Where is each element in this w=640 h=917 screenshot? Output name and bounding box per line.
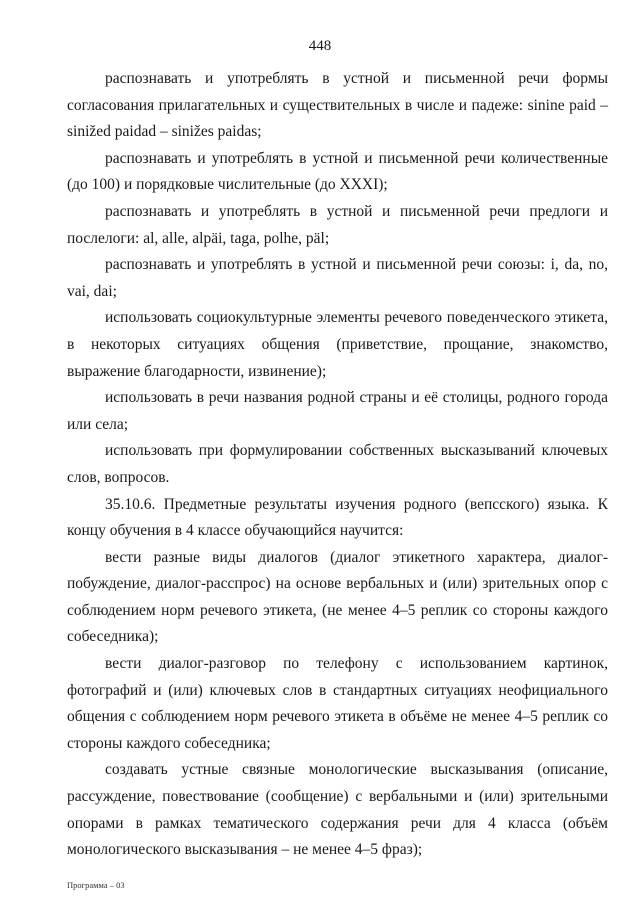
paragraph: распознавать и употреблять в устной и письменной речи формы согласования прилагательных и существительных в числе и падеже: sinine paid – sinižed paidad – sinižes paidas; (67, 70, 608, 141)
paragraph: вести разные виды диалогов (диалог этикетного характера, диалог-побуждение, диалог-расспрос) на основе вербальных и (или) зрительных опор с соблюдением норм речевого этикета, (не менее 4–5 реплик со стороны каждого собеседника); (67, 548, 608, 646)
paragraph: использовать социокультурные элементы речевого поведенческого этикета, в некоторых ситуациях общения (приветствие, прощание, знакомство, выражение благодарности, извинение); (67, 309, 608, 380)
paragraph: использовать в речи названия родной страны и её столицы, родного города или села; (67, 389, 608, 433)
paragraph: распознавать и употреблять в устной и письменной речи союзы: i, da, no, vai, dai; (67, 256, 608, 300)
footer-label: Программа – 03 (67, 880, 125, 890)
paragraph: использовать при формулировании собственных высказываний ключевых слов, вопросов. (67, 442, 608, 486)
paragraph: распознавать и употреблять в устной и письменной речи предлоги и послелоги: al, alle, alpäi, taga, polhe, päl; (67, 202, 608, 247)
page-number: 448 (308, 38, 332, 54)
paragraph: распознавать и употреблять в устной и письменной речи количественные (до 100) и порядковые числительные (до XXXI); (67, 149, 608, 194)
section-heading-paragraph: 35.10.6. Предметные результаты изучения родного (вепсского) языка. К концу обучения в 4 классе обучающийся научится: (67, 495, 608, 540)
paragraph: создавать устные связные монологические высказывания (описание, рассуждение, повествование (сообщение) с вербальными и (или) зрительными опорами в рамках тематического содержания речи для 4 класса (объём монологического высказывания – не менее 4–5 фраз); (67, 761, 608, 859)
body-text (67, 66, 608, 864)
paragraph: вести диалог-разговор по телефону с использованием картинок, фотографий и (или) ключевых слов в стандартных ситуациях неофициального общения с соблюдением норм речевого этикета в объёме не менее 4–5 реплик со стороны каждого собеседника; (67, 655, 608, 752)
